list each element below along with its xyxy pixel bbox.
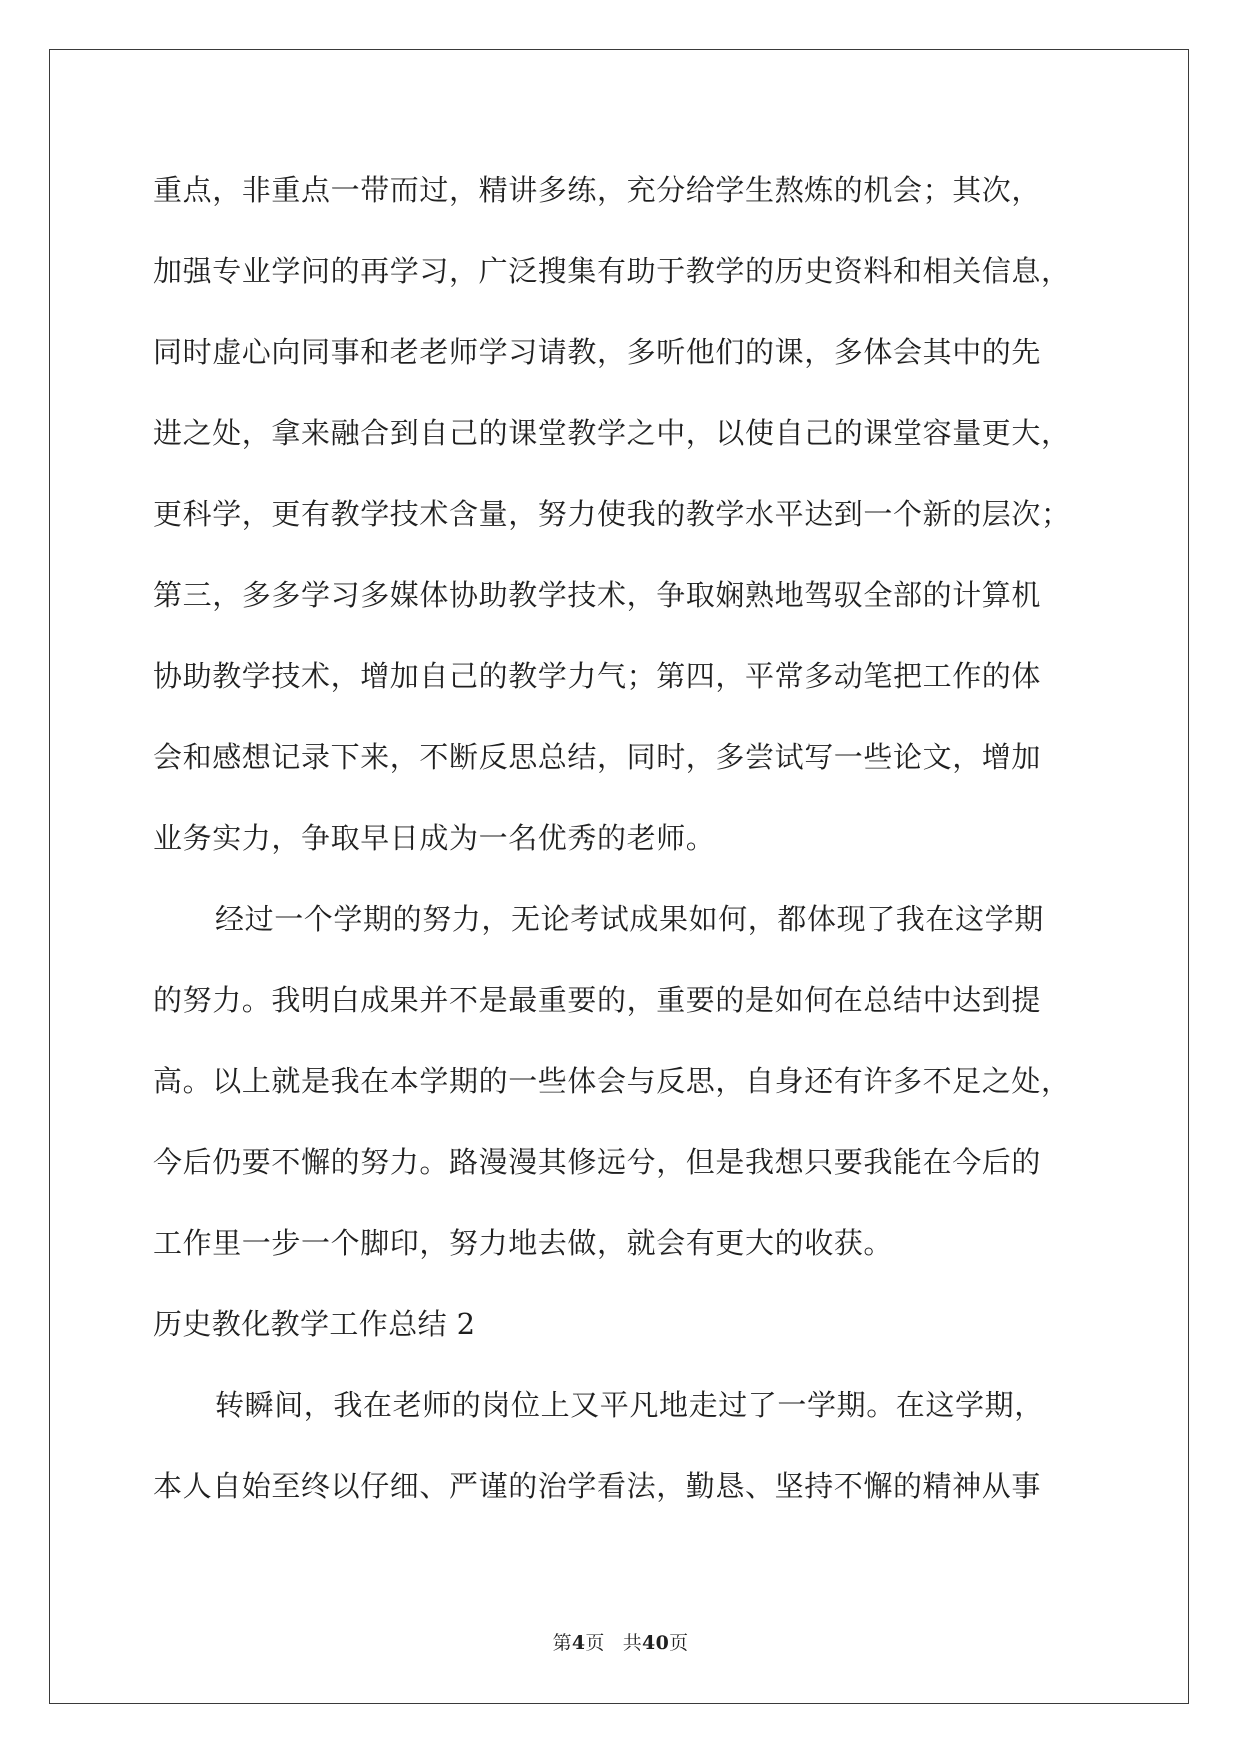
text-line: 更科学，更有教学技术含量，努力使我的教学水平达到一个新的层次； [153,497,1071,531]
total-suffix: 页 [669,1632,689,1654]
text-line: 进之处，拿来融合到自己的课堂教学之中，以使自己的课堂容量更大， [153,416,1071,450]
page-prefix: 第 [552,1632,572,1654]
section-heading: 历史教化教学工作总结 2 [153,1307,476,1341]
text-line: 工作里一步一个脚印，努力地去做，就会有更大的收获。 [153,1226,894,1260]
total-prefix: 共 [622,1632,643,1654]
text-line: 今后仍要不懈的努力。路漫漫其修远兮，但是我想只要我能在今后的 [153,1145,1042,1179]
total-pages: 40 [642,1632,670,1654]
text-line: 会和感想记录下来，不断反思总结，同时，多尝试写一些论文，增加 [153,740,1042,774]
text-line: 加强专业学问的再学习，广泛搜集有助于教学的历史资料和相关信息， [153,254,1071,288]
paragraph-start-line: 转瞬间，我在老师的岗位上又平凡地走过了一学期。在这学期， [215,1388,1044,1422]
page-footer [0,1628,1241,1655]
page-number: 4 [571,1632,586,1654]
text-line: 第三，多多学习多媒体协助教学技术，争取娴熟地驾驭全部的计算机 [153,578,1042,612]
text-line: 协助教学技术，增加自己的教学力气；第四，平常多动笔把工作的体 [153,659,1042,693]
text-line: 重点，非重点一带而过，精讲多练，充分给学生熬炼的机会；其次， [153,173,1042,207]
text-line: 同时虚心向同事和老老师学习请教，多听他们的课，多体会其中的先 [153,335,1042,369]
document-body [153,150,1113,1527]
page-suffix: 页 [585,1632,605,1654]
paragraph-start-line: 经过一个学期的努力，无论考试成果如何，都体现了我在这学期 [215,902,1044,936]
text-line: 本人自始至终以仔细、严谨的治学看法，勤恳、坚持不懈的精神从事 [153,1469,1042,1503]
text-line: 高。以上就是我在本学期的一些体会与反思，自身还有许多不足之处， [153,1064,1071,1098]
text-line: 业务实力，争取早日成为一名优秀的老师。 [153,821,716,855]
text-line: 的努力。我明白成果并不是最重要的，重要的是如何在总结中达到提 [153,983,1042,1017]
